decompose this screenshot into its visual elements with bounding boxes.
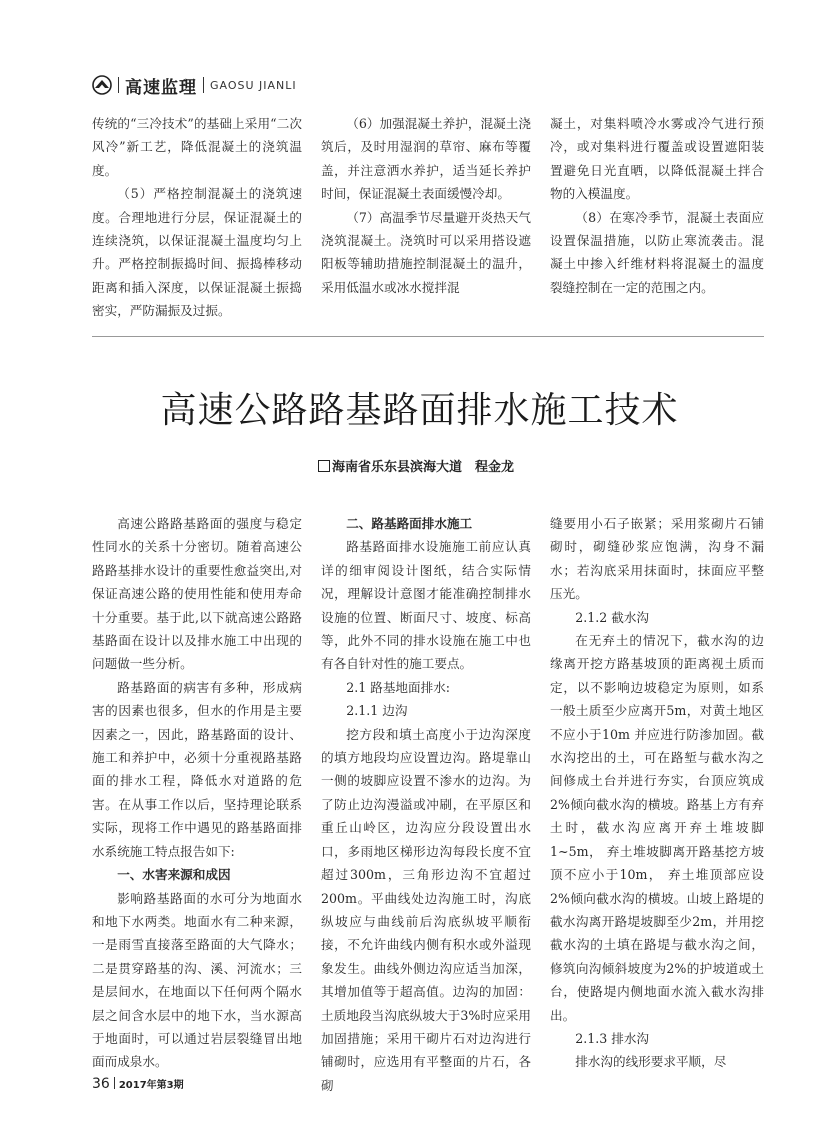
paragraph: 路基路面排水设施施工前应认真详的细审阅设计图纸，结合实际情况，理解设计意图才能准确控制排水设施的位置、断面尺寸、坡度、标高等，此外不同的排水设施在施工中也有各自针对性的施工要点。 xyxy=(321,539,531,672)
journal-logo-icon xyxy=(92,75,112,95)
section-divider xyxy=(92,336,764,337)
section-heading: 二、路基路面排水施工 xyxy=(346,516,473,531)
journal-name-pinyin: GAOSU JIANLI xyxy=(210,78,297,92)
section-heading: 一、水害来源和成因 xyxy=(117,867,231,883)
journal-name: 高速监理 xyxy=(125,77,197,98)
header-divider xyxy=(118,77,119,93)
paragraph: 挖方段和填土高度小于边沟深度的填方地段均应设置边沟。路堤靠山一侧的坡脚应设置不渗水的边沟。为了防止边沟漫溢或冲刷，在平原区和重丘山岭区，边沟应分段设置出水口，多雨地区梯形边沟每段长度不宜超过300m，三角形边沟不宜超过200m。平曲线处边沟施工时，沟底纵坡应与曲线前后沟底纵坡平顺衔接，不允许曲线内侧有积水或外溢现象发生。曲线外侧边沟应适当加深，其增加值等于超高值。边沟的加固：土质地段当沟底纵坡大于3%时应采用加固措施；采用干砌片石对边沟进行铺砌时，应选用有平整面的片石，各砌 xyxy=(321,726,531,1093)
author-text: 海南省乐东县滨海大道 程金龙 xyxy=(332,460,515,475)
paragraph: 2.1.3 排水沟 xyxy=(575,1030,650,1046)
article-title: 高速公路路基路面排水施工技术 xyxy=(160,390,679,431)
article-author xyxy=(318,456,514,475)
page-footer xyxy=(92,1076,184,1092)
footer-divider xyxy=(114,1077,115,1089)
paragraph: 高速公路路基路面的强度与稳定性同水的关系十分密切。随着高速公路路基排水设计的重要性愈益突出,对保证高速公路的使用性能和使用寿命十分重要。基于此,以下就高速公路路基路面在设计以及排水施工中出现的问题做一些分析。 xyxy=(92,516,302,672)
prev-article-column-2 xyxy=(321,112,531,299)
paragraph: （6）加强混凝土养护，混凝土浇筑后，及时用湿润的草帘、麻布等覆盖，并注意洒水养护，适当延长养护时间，保证混凝土表面缓慢冷却。 xyxy=(321,116,531,202)
journal-header xyxy=(92,72,297,98)
author-box-icon xyxy=(318,460,330,472)
paragraph: 传统的“三冷技术”的基础上采用“二次风冷”新工艺，降低混凝土的浇筑温度。 xyxy=(92,116,302,178)
paragraph: （8）在寒冷季节，混凝土表面应设置保温措施，以防止寒流袭击。混凝土中掺入纤维材料将混凝土的温度裂缝控制在一定的范围之内。 xyxy=(550,209,764,295)
issue-label: 2017年第3期 xyxy=(118,1080,184,1091)
paragraph: 2.1 路基地面排水: xyxy=(346,679,451,695)
paragraph: （7）高温季节尽量避开炎热天气浇筑混凝土。浇筑时可以采用搭设遮阳板等辅助措施控制混凝土的温升，采用低温水或冰水搅拌混 xyxy=(321,209,531,295)
paragraph: 2.1.1 边沟 xyxy=(346,703,408,719)
article-column-2 xyxy=(321,512,531,1097)
paragraph: 在无弃土的情况下，截水沟的边缘离开挖方路基坡顶的距离视土质而定，以不影响边坡稳定为原则，如系一般土质至少应离开5m，对黄土地区不应小于10m 并应进行防渗加固。截水沟挖出的土，可在路堑与截水沟之间修成土台并进行夯实，台顶应筑成2%倾向截水沟的横坡。路基上方有弃土时，截水沟应离开弃土堆坡脚1~5m， 弃土堆坡脚离开路基挖方坡顶不应小于10m， 弃土堆顶部应设2%倾向截水沟的横坡。山坡上路堤的截水沟离开路堤坡脚至少2m，并用挖截水沟的土填在路堤与截水沟之间， 修筑向沟倾斜坡度为2%的护坡道或土台，使路堤内侧地面水流入截水沟排出。 xyxy=(550,633,764,1023)
paragraph: 缝要用小石子嵌紧；采用浆砌片石铺砌时，砌缝砂浆应饱满，沟身不漏水；若沟底采用抹面时，抹面应平整压光。 xyxy=(550,516,764,602)
header-divider-2 xyxy=(203,77,204,93)
paragraph: 排水沟的线形要求平顺，尽 xyxy=(575,1054,727,1070)
article-column-3 xyxy=(550,512,764,1074)
page-number: 36 xyxy=(92,1076,110,1092)
paragraph: 影响路基路面的水可分为地面水和地下水两类。地面水有二种来源，一是雨雪直接落至路面的大气降水；二是贯穿路基的沟、溪、河流水；三是层间水，在地面以下任何两个隔水层之间含水层中的地下水，当水源高于地面时，可以通过岩层裂缝冒出地面而成泉水。 xyxy=(92,890,302,1070)
paragraph: （5）严格控制混凝土的浇筑速度。合理地进行分层，保证混凝土的连续浇筑，以保证混凝土温度均匀上升。严格控制振捣时间、振捣棒移动距离和插入深度，以保证混凝土振捣密实，严防漏振及过振。 xyxy=(92,186,302,319)
article-column-1 xyxy=(92,512,302,1074)
paragraph: 凝土，对集料喷冷水雾或冷气进行预冷，或对集料进行覆盖或设置遮阳装置避免日光直晒，以降低混凝土拌合物的入模温度。 xyxy=(550,116,764,202)
paragraph: 2.1.2 截水沟 xyxy=(575,609,650,625)
prev-article-column-3 xyxy=(550,112,764,299)
paragraph: 路基路面的病害有多种，形成病害的因素也很多，但水的作用是主要因素之一，因此，路基路面的设计、施工和养护中，必须十分重视路基路面的排水工程，降低水对道路的危害。在从事工作以后，坚持理论联系实际，现将工作中遇见的路基路面排水系统施工特点报告如下: xyxy=(92,679,302,859)
prev-article-column-1 xyxy=(92,112,302,323)
